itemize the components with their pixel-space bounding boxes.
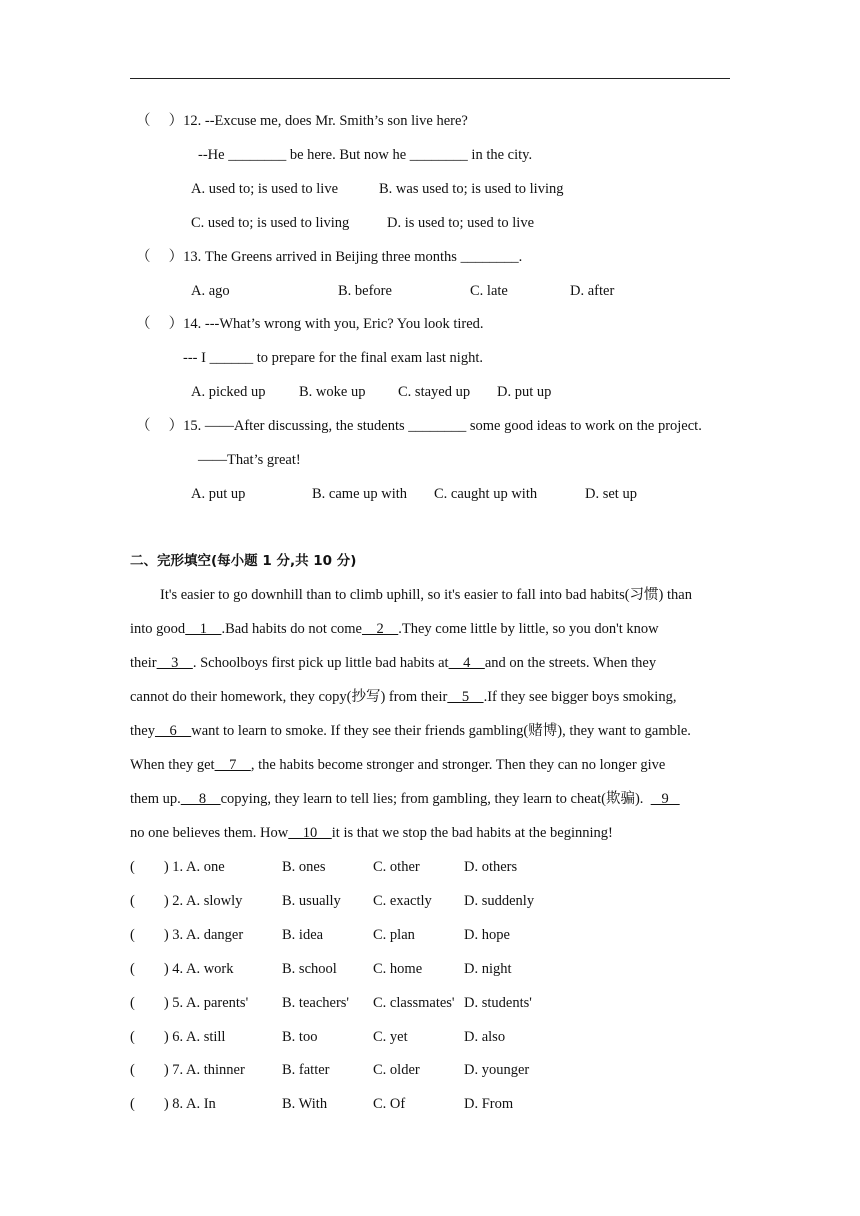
passage-text: them up. xyxy=(130,791,181,807)
cloze-7-option-a: ( ) 7. A. thinner xyxy=(130,1062,245,1078)
cloze-3-option-c: C. plan xyxy=(373,927,415,943)
passage-line-6 xyxy=(130,756,665,774)
question-12-stem: （ ）12. --Excuse me, does Mr. Smith’s son live here? xyxy=(136,113,468,129)
passage-line-1: It's easier to go downhill than to climb uphill, so it's easier to fall into bad habits(习惯) than xyxy=(160,587,692,603)
question-15-option-c: C. caught up with xyxy=(434,486,538,502)
question-13-option-b: B. before xyxy=(338,283,392,299)
question-13-option-d: D. after xyxy=(570,283,615,299)
passage-text: no one believes them. How xyxy=(130,825,289,841)
cloze-1-option-d: D. others xyxy=(464,859,518,875)
passage-line-4 xyxy=(130,688,676,706)
blank-4: 4 xyxy=(448,655,485,671)
cloze-4-option-d: D. night xyxy=(464,961,512,977)
cloze-7-option-c: C. older xyxy=(373,1062,420,1078)
cloze-5-option-c: C. classmates' xyxy=(373,995,455,1011)
passage-line-5 xyxy=(130,722,691,740)
blank-9: 9 xyxy=(650,791,680,807)
passage-text: . Schoolboys first pick up little bad habits at xyxy=(192,655,449,671)
blank-10: 10 xyxy=(288,825,332,841)
passage-text: , the habits become stronger and stronger. Then they can no longer give xyxy=(250,757,666,773)
cloze-3-option-b: B. idea xyxy=(282,927,324,943)
passage-text: cannot do their homework, they copy(抄写) from their xyxy=(130,689,448,705)
cloze-6-option-c: C. yet xyxy=(373,1029,408,1045)
question-14-option-d: D. put up xyxy=(497,384,552,400)
passage-line-8 xyxy=(130,824,613,842)
cloze-3-option-d: D. hope xyxy=(464,927,510,943)
cloze-2-option-d: D. suddenly xyxy=(464,893,535,909)
question-12-option-d: D. is used to; used to live xyxy=(387,215,535,231)
cloze-8-option-c: C. Of xyxy=(373,1096,406,1112)
blank-3: 3 xyxy=(156,655,193,671)
cloze-7-option-d: D. younger xyxy=(464,1062,530,1078)
cloze-5-option-a: ( ) 5. A. parents' xyxy=(130,995,249,1011)
passage-text: copying, they learn to tell lies; from gambling, they learn to cheat(欺骗). xyxy=(220,791,651,807)
cloze-4-option-c: C. home xyxy=(373,961,423,977)
question-13-option-a: A. ago xyxy=(191,283,230,299)
question-12-dialog: --He ________ be here. But now he ________ in the city. xyxy=(198,147,533,163)
passage-text: When they get xyxy=(130,757,215,773)
cloze-6-option-d: D. also xyxy=(464,1029,506,1045)
question-15-stem: （ ）15. ——After discussing, the students ________ some good ideas to work on the project. xyxy=(136,418,702,434)
question-13-option-c: C. late xyxy=(470,283,508,299)
blank-1: 1 xyxy=(185,621,222,637)
question-12-option-a: A. used to; is used to live xyxy=(191,181,339,197)
blank-2: 2 xyxy=(361,621,399,637)
passage-text: .They come little by little, so you don't know xyxy=(398,621,659,637)
passage-text: it is that we stop the bad habits at the beginning! xyxy=(331,825,613,841)
blank-7: 7 xyxy=(214,757,251,773)
cloze-2-option-c: C. exactly xyxy=(373,893,432,909)
cloze-8-option-b: B. With xyxy=(282,1096,328,1112)
cloze-1-option-c: C. other xyxy=(373,859,420,875)
cloze-4-option-a: ( ) 4. A. work xyxy=(130,961,234,977)
passage-text: .Bad habits do not come xyxy=(221,621,362,637)
question-15-dialog: ——That’s great! xyxy=(198,452,301,468)
question-14-stem: （ ）14. ---What’s wrong with you, Eric? You look tired. xyxy=(136,316,484,332)
question-15-option-b: B. came up with xyxy=(312,486,408,502)
cloze-6-option-b: B. too xyxy=(282,1029,318,1045)
cloze-4-option-b: B. school xyxy=(282,961,337,977)
cloze-5-option-d: D. students' xyxy=(464,995,532,1011)
passage-text: .If they see bigger boys smoking, xyxy=(483,689,677,705)
passage-text: they xyxy=(130,723,155,739)
question-15-option-d: D. set up xyxy=(585,486,637,502)
question-14-option-a: A. picked up xyxy=(191,384,266,400)
blank-6: 6 xyxy=(154,723,192,739)
cloze-3-option-a: ( ) 3. A. danger xyxy=(130,927,244,943)
cloze-1-option-a: ( ) 1. A. one xyxy=(130,859,225,875)
question-15-option-a: A. put up xyxy=(191,486,246,502)
blank-5: 5 xyxy=(447,689,484,705)
cloze-2-option-a: ( ) 2. A. slowly xyxy=(130,893,243,909)
cloze-5-option-b: B. teachers' xyxy=(282,995,350,1011)
cloze-8-option-d: D. From xyxy=(464,1096,514,1112)
passage-line-3 xyxy=(130,654,656,672)
passage-text: their xyxy=(130,655,157,671)
question-14-option-c: C. stayed up xyxy=(398,384,471,400)
cloze-8-option-a: ( ) 8. A. In xyxy=(130,1096,216,1112)
question-14-option-b: B. woke up xyxy=(299,384,366,400)
passage-line-2 xyxy=(130,620,659,638)
question-14-dialog: --- I ______ to prepare for the final exam last night. xyxy=(183,350,483,366)
passage-line-7 xyxy=(130,790,680,808)
header-rule xyxy=(130,78,730,79)
question-13-stem: （ ）13. The Greens arrived in Beijing three months ________. xyxy=(136,249,523,265)
blank-8: 8 xyxy=(180,791,221,807)
cloze-1-option-b: B. ones xyxy=(282,859,326,875)
question-12-option-b: B. was used to; is used to living xyxy=(379,181,564,197)
cloze-7-option-b: B. fatter xyxy=(282,1062,330,1078)
cloze-2-option-b: B. usually xyxy=(282,893,341,909)
section-heading: 二、完形填空(每小题 1 分,共 10 分) xyxy=(130,553,357,569)
cloze-6-option-a: ( ) 6. A. still xyxy=(130,1029,226,1045)
question-12-option-c: C. used to; is used to living xyxy=(191,215,350,231)
passage-text: want to learn to smoke. If they see their friends gambling(赌博), they want to gamble. xyxy=(191,723,691,739)
passage-text: and on the streets. When they xyxy=(484,655,657,671)
passage-text: into good xyxy=(130,621,186,637)
